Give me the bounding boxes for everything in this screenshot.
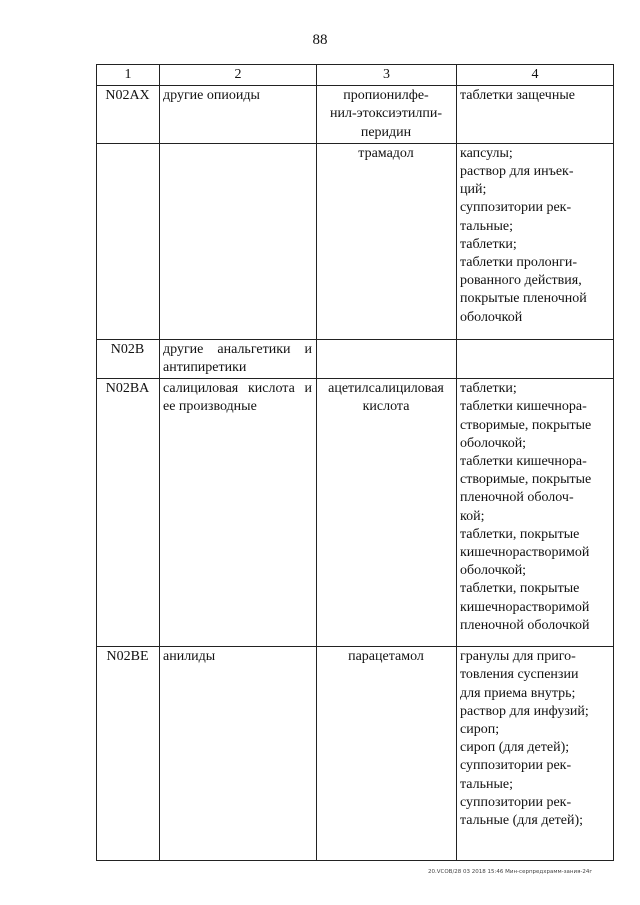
group-name-line: антипиретики <box>163 360 247 376</box>
dosage-form-line: сироп (для детей); <box>460 740 570 756</box>
atc-code-cell: N02BE <box>97 647 160 861</box>
dosage-forms-cell <box>457 647 614 861</box>
dosage-form-line: для приема внутрь; <box>460 685 576 701</box>
dosage-form-line: сироп; <box>460 722 500 738</box>
table-row <box>97 647 614 861</box>
substance-cell <box>317 86 457 144</box>
dosage-form-line: таблетки; <box>460 381 517 397</box>
dosage-form-line: таблетки кишечнора- <box>460 399 587 415</box>
substance-line: парацетамол <box>348 649 424 665</box>
group-name-line: салициловая кислота и <box>163 381 312 397</box>
footer-stamp: 20.VСОВ/28 03 2018 15:46 Мин-серпредхрамм-зания-24г <box>428 869 593 875</box>
dosage-form-line: кишечнорастворимой <box>460 545 590 561</box>
dosage-form-line: створимые, покрытые <box>460 417 592 433</box>
dosage-forms-cell <box>457 379 614 647</box>
dosage-form-line: таблетки кишечнора- <box>460 454 587 470</box>
header-cell-3: 3 <box>317 65 457 86</box>
group-name-cell <box>160 379 317 647</box>
table-header-row <box>97 65 614 86</box>
header-cell-1: 1 <box>97 65 160 86</box>
dosage-form-line: пленочной оболочкой <box>460 617 590 633</box>
header-cell-4: 4 <box>457 65 614 86</box>
dosage-form-line: капсулы; <box>460 145 513 161</box>
substance-line: кислота <box>362 399 410 415</box>
dosage-form-line: таблетки; <box>460 236 517 252</box>
group-name-line: другие анальгетики и <box>163 341 312 357</box>
dosage-form-line: таблетки пролонги- <box>460 255 578 271</box>
dosage-form-line: раствор для инъек- <box>460 164 574 180</box>
drug-table-body <box>97 65 614 861</box>
table-row <box>97 379 614 647</box>
dosage-form-line: покрытые пленочной <box>460 291 587 307</box>
dosage-form-line: ций; <box>460 182 487 198</box>
drug-table <box>96 64 614 861</box>
substance-cell <box>317 647 457 861</box>
dosage-form-line: суппозитории рек- <box>460 794 572 810</box>
group-name-line: анилиды <box>163 649 216 665</box>
dosage-form-line: тальные; <box>460 218 513 234</box>
group-name-line: другие опиоиды <box>163 88 260 104</box>
dosage-form-line: таблетки защечные <box>460 88 575 104</box>
dosage-forms-cell <box>457 86 614 144</box>
table-row <box>97 86 614 144</box>
dosage-form-line: таблетки, покрытые <box>460 526 580 542</box>
group-name-cell <box>160 86 317 144</box>
dosage-form-line: оболочкой <box>460 309 523 325</box>
dosage-form-line: раствор для инфузий; <box>460 703 589 719</box>
dosage-form-line: суппозитории рек- <box>460 758 572 774</box>
dosage-form-line: тальные; <box>460 776 513 792</box>
dosage-form-line: товления суспензии <box>460 667 579 683</box>
dosage-form-line: рованного действия, <box>460 273 582 289</box>
atc-code-cell: N02AX <box>97 86 160 144</box>
dosage-form-line: пленочной оболоч- <box>460 490 574 506</box>
table-row <box>97 143 614 339</box>
dosage-forms-cell <box>457 339 614 378</box>
dosage-form-line: оболочкой; <box>460 563 527 579</box>
dosage-form-line: таблетки, покрытые <box>460 581 580 597</box>
group-name-cell <box>160 647 317 861</box>
header-cell-2: 2 <box>160 65 317 86</box>
atc-code-cell: N02BA <box>97 379 160 647</box>
substance-cell <box>317 339 457 378</box>
dosage-forms-cell <box>457 143 614 339</box>
substance-cell <box>317 143 457 339</box>
atc-code-cell: N02B <box>97 339 160 378</box>
substance-line: трамадол <box>358 145 414 161</box>
group-name-cell <box>160 143 317 339</box>
group-name-cell <box>160 339 317 378</box>
dosage-form-line: оболочкой; <box>460 435 527 451</box>
dosage-form-line: суппозитории рек- <box>460 200 572 216</box>
page-number: 88 <box>312 32 328 48</box>
dosage-form-line: кишечнорастворимой <box>460 599 590 615</box>
substance-line: нил-этоксиэтилпи- <box>330 106 442 122</box>
substance-line: ацетилсалициловая <box>328 381 444 397</box>
dosage-form-line: гранулы для приго- <box>460 649 576 665</box>
dosage-form-line: створимые, покрытые <box>460 472 592 488</box>
substance-cell <box>317 379 457 647</box>
dosage-form-line: кой; <box>460 508 485 524</box>
substance-line: пропионилфе- <box>343 88 429 104</box>
atc-code-cell <box>97 143 160 339</box>
group-name-line: ее производные <box>163 399 257 415</box>
dosage-form-line: тальные (для детей); <box>460 813 584 829</box>
table-row <box>97 339 614 378</box>
substance-line: перидин <box>360 124 412 140</box>
